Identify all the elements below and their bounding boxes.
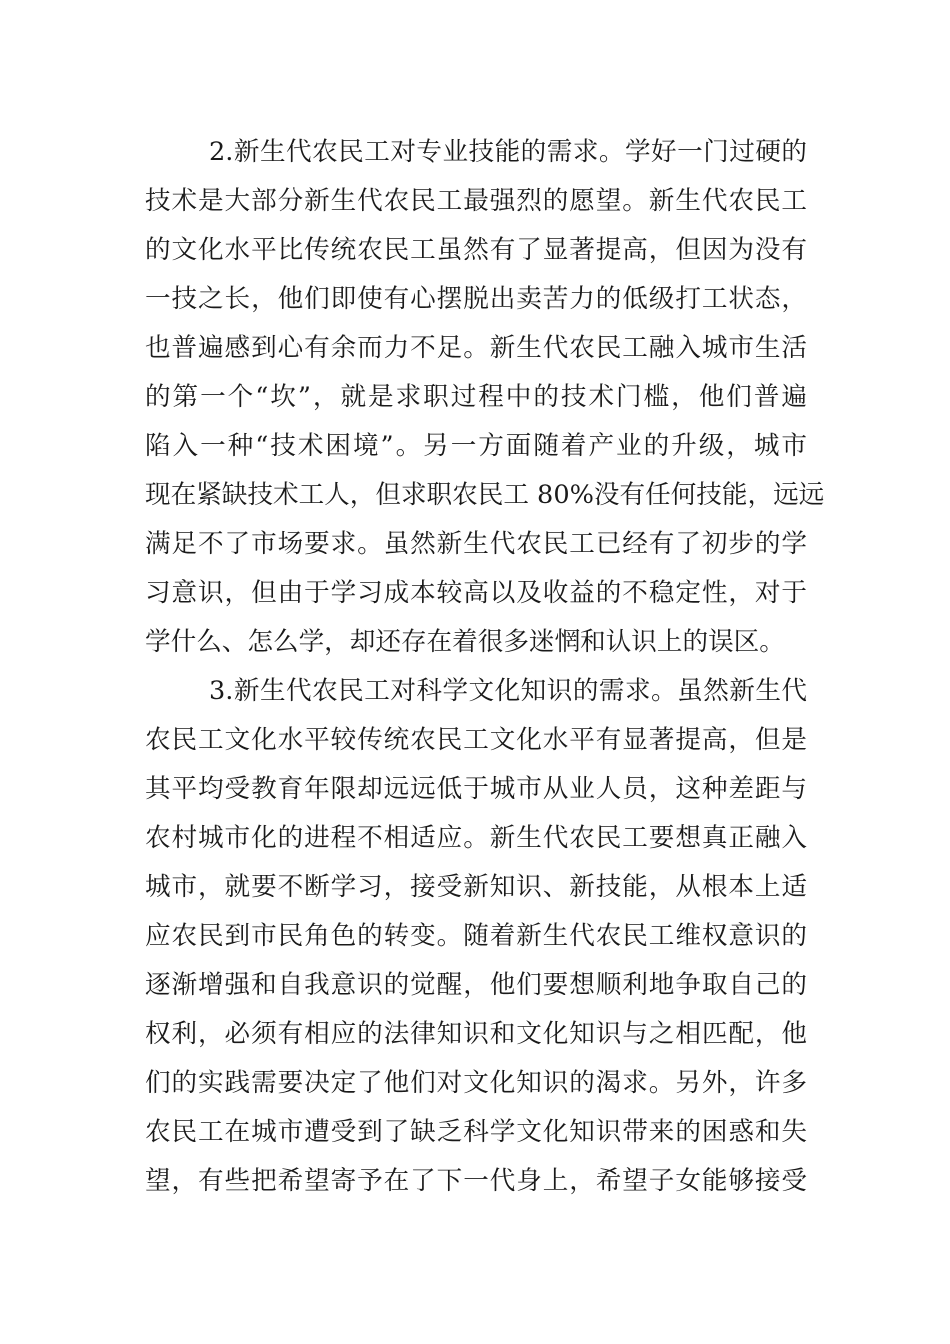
paragraph-2-line-10: 农民工在城市遭受到了缺乏科学文化知识带来的困惑和失 (145, 1117, 807, 1147)
paragraph-1-line-9: 满足不了市场要求。虽然新生代农民工已经有了初步的学 (145, 529, 807, 559)
paragraph-2-line-7: 逐渐增强和自我意识的觉醒，他们要想顺利地争取自己的 (145, 970, 807, 1000)
paragraph-2-line-6: 应农民到市民角色的转变。随着新生代农民工维权意识的 (145, 921, 807, 951)
paragraph-1-line-4: 一技之长，他们即使有心摆脱出卖苦力的低级打工状态， (145, 284, 807, 314)
paragraph-1-line-10: 习意识，但由于学习成本较高以及收益的不稳定性，对于 (145, 578, 807, 608)
paragraph-1-line-3: 的文化水平比传统农民工虽然有了显著提高，但因为没有 (145, 235, 807, 265)
paragraph-2-line-1: 3.新生代农民工对科学文化知识的需求。虽然新生代 (209, 676, 807, 706)
body-text (145, 128, 825, 1206)
paragraph-1-line-6: 的第一个“坎”，就是求职过程中的技术门槛，他们普遍 (145, 382, 807, 412)
paragraph-2-line-11: 望，有些把希望寄予在了下一代身上，希望子女能够接受 (145, 1166, 807, 1196)
paragraph-2-line-8: 权利，必须有相应的法律知识和文化知识与之相匹配，他 (145, 1019, 807, 1049)
paragraph-2-line-3: 其平均受教育年限却远远低于城市从业人员，这种差距与 (145, 774, 807, 804)
paragraph-1-line-5: 也普遍感到心有余而力不足。新生代农民工融入城市生活 (145, 333, 807, 363)
paragraph-2-line-5: 城市，就要不断学习，接受新知识、新技能，从根本上适 (145, 872, 807, 902)
paragraph-1-line-7: 陷入一种“技术困境”。另一方面随着产业的升级，城市 (145, 431, 807, 461)
paragraph-1-line-2: 技术是大部分新生代农民工最强烈的愿望。新生代农民工 (145, 186, 807, 216)
paragraph-2-line-4: 农村城市化的进程不相适应。新生代农民工要想真正融入 (145, 823, 807, 853)
paragraph-1-line-1: 2.新生代农民工对专业技能的需求。学好一门过硬的 (209, 137, 807, 167)
paragraph-2-line-9: 们的实践需要决定了他们对文化知识的渴求。另外，许多 (145, 1068, 807, 1098)
paragraph-2-line-2: 农民工文化水平较传统农民工文化水平有显著提高，但是 (145, 725, 807, 755)
paragraph-1-line-8: 现在紧缺技术工人，但求职农民工 80%没有任何技能，远远 (145, 480, 825, 510)
paragraph-1-line-11: 学什么、怎么学，却还存在着很多迷惘和认识上的误区。 (145, 627, 785, 657)
